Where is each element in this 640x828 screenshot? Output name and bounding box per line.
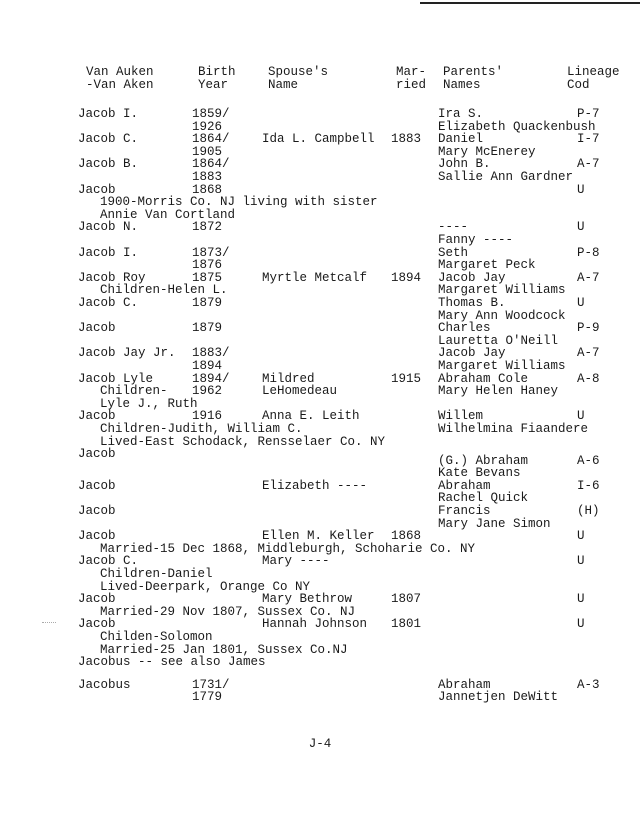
- record-text-birth: 1879: [192, 296, 223, 310]
- record-text-name: Jacob: [78, 529, 116, 544]
- record-text-parents: Margaret Williams: [438, 359, 566, 373]
- record-text-birth: 1731/: [192, 677, 230, 692]
- record-text-parents: Abraham: [438, 478, 491, 493]
- record-text-indent: Lived-Deerpark, Orange Co NY: [100, 579, 311, 594]
- record-text-spouse: Myrtle Metcalf: [262, 270, 368, 285]
- record-text-indent: Lyle J., Ruth: [100, 396, 198, 411]
- record-text-name: Jacob C.: [78, 296, 139, 310]
- record-text-birth: 1883/: [192, 346, 230, 361]
- record-text-parents: Lauretta O'Neill: [438, 333, 559, 348]
- header-parents-names: Parents' Names: [443, 65, 504, 92]
- record-text-spouse: Anna E. Leith: [262, 409, 360, 424]
- record-text-name: Jacob: [78, 182, 116, 197]
- record-text-birth: 1883: [192, 170, 223, 184]
- record-text-birth: 1962: [192, 384, 223, 399]
- margin-mark: [42, 622, 56, 625]
- record-text-name: Jacob: [78, 503, 116, 518]
- record-text-spouse: Ellen M. Keller: [262, 529, 375, 544]
- record-text-spouse: Mildred: [262, 371, 315, 386]
- record-text-married: 1801: [391, 617, 422, 632]
- record-text-parents: Mary Jane Simon: [438, 516, 551, 531]
- record-text-lineage: I-6: [577, 478, 600, 493]
- record-text-lineage: A-7: [577, 270, 600, 285]
- record-text-parents: Ira S.: [438, 107, 484, 121]
- record-text-spouse: LeHomedeau: [262, 384, 338, 399]
- record-text-married: 1883: [391, 132, 422, 147]
- record-text-lineage: A-6: [577, 453, 600, 468]
- record-text-indent: Children-: [100, 384, 168, 399]
- record-text-parents: Mary Helen Haney: [438, 384, 559, 399]
- record-text-birth: 1879: [192, 321, 223, 336]
- record-text-name: Jacob B.: [78, 157, 139, 172]
- record-text-lineage: P-7: [577, 107, 600, 121]
- record-text-spouse: Mary Bethrow: [262, 592, 353, 607]
- record-text-parents: Charles: [438, 321, 491, 336]
- record-text-lineage: P-8: [577, 245, 600, 260]
- record-text-parents: ----: [438, 220, 469, 235]
- record-text-name: Jacob C.: [78, 132, 139, 147]
- record-text-name: Jacobus -- see also James: [78, 655, 266, 670]
- record-text-lineage: U: [577, 182, 585, 197]
- record-text-name: Jacob: [78, 447, 116, 462]
- header-married: Mar- ried: [396, 65, 427, 92]
- record-text-birth: 1894/: [192, 371, 230, 386]
- record-text-spouse: Ida L. Campbell: [262, 132, 375, 147]
- record-text-parents: Fanny ----: [438, 233, 514, 247]
- record-text-birth: 1905: [192, 144, 223, 159]
- record-text-parents: Elizabeth Quackenbush: [438, 119, 596, 134]
- record-text-spouse: Hannah Johnson: [262, 617, 368, 632]
- record-text-indent: Married-25 Jan 1801, Sussex Co.NJ: [100, 642, 348, 657]
- record-text-lineage: U: [577, 296, 585, 310]
- record-text-lineage: U: [577, 554, 585, 569]
- record-text-parents: Margaret Williams: [438, 283, 566, 298]
- record-text-parents: Margaret Peck: [438, 258, 536, 273]
- record-text-parents: Abraham Cole: [438, 371, 529, 386]
- record-text-parents: (G.) Abraham: [438, 453, 529, 468]
- record-text-lineage: P-9: [577, 321, 600, 336]
- record-text-married: 1894: [391, 270, 422, 285]
- top-rule: [420, 2, 640, 4]
- record-text-married: 1868: [391, 529, 422, 544]
- record-text-spouse: Mary ----: [262, 554, 330, 569]
- header-spouse-name: Spouse's Name: [268, 65, 329, 92]
- record-text-name: Jacob: [78, 617, 116, 632]
- record-text-parents: Thomas B.: [438, 296, 506, 310]
- record-text-name: Jacob Roy: [78, 270, 146, 285]
- record-text-parents: Daniel: [438, 132, 484, 147]
- record-text-parents: Wilhelmina Fiaandere: [438, 422, 589, 436]
- record-text-indent: Children-Daniel: [100, 566, 213, 581]
- header-lineage-code: Lineage Cod: [567, 65, 620, 92]
- record-text-lineage: I-7: [577, 132, 600, 147]
- record-text-birth: 1894: [192, 359, 223, 373]
- header-birth-year: Birth Year: [198, 65, 236, 92]
- record-text-birth: 1872: [192, 220, 223, 235]
- record-text-name: Jacob Lyle: [78, 371, 154, 386]
- record-text-lineage: U: [577, 409, 585, 424]
- record-text-spouse: Elizabeth ----: [262, 478, 368, 493]
- record-text-indent: Childen-Solomon: [100, 629, 213, 644]
- record-text-lineage: U: [577, 592, 585, 607]
- record-text-lineage: (H): [577, 503, 600, 518]
- record-text-name: Jacob I.: [78, 245, 139, 260]
- record-text-name: Jacob: [78, 409, 116, 424]
- record-text-birth: 1876: [192, 258, 223, 273]
- record-text-indent: Children-Judith, William C.: [100, 422, 303, 436]
- record-text-parents: John B.: [438, 157, 491, 172]
- record-text-birth: 1868: [192, 182, 223, 197]
- record-text-name: Jacob Jay Jr.: [78, 346, 176, 361]
- record-text-parents: Seth: [438, 245, 469, 260]
- record-text-parents: Jacob Jay: [438, 346, 506, 361]
- record-text-indent: Married-15 Dec 1868, Middleburgh, Schoharie Co. NY: [100, 541, 476, 556]
- record-text-parents: Jacob Jay: [438, 270, 506, 285]
- record-text-birth: 1864/: [192, 132, 230, 147]
- record-text-indent: Lived-East Schodack, Rensselaer Co. NY: [100, 434, 386, 449]
- record-text-indent: Annie Van Cortland: [100, 207, 236, 222]
- record-text-lineage: U: [577, 529, 585, 544]
- record-text-lineage: U: [577, 220, 585, 235]
- record-text-parents: Francis: [438, 503, 491, 518]
- record-text-name: Jacob: [78, 592, 116, 607]
- record-text-birth: 1873/: [192, 245, 230, 260]
- record-text-parents: Mary McEnerey: [438, 144, 536, 159]
- record-text-name: Jacob N.: [78, 220, 139, 235]
- record-text-name: Jacob: [78, 478, 116, 493]
- record-text-birth: 1864/: [192, 157, 230, 172]
- record-text-married: 1807: [391, 592, 422, 607]
- record-text-indent: 1900-Morris Co. NJ living with sister: [100, 195, 378, 210]
- record-text-birth: 1859/: [192, 107, 230, 121]
- record-text-name: Jacobus: [78, 677, 131, 692]
- record-text-indent: Children-Helen L.: [100, 283, 228, 298]
- record-text-parents: Mary Ann Woodcock: [438, 308, 566, 323]
- record-text-lineage: A-7: [577, 157, 600, 172]
- record-text-birth: 1926: [192, 119, 223, 134]
- record-text-birth: 1875: [192, 270, 223, 285]
- record-text-parents: Willem: [438, 409, 484, 424]
- record-text-name: Jacob: [78, 321, 116, 336]
- record-text-birth: 1779: [192, 690, 223, 705]
- record-text-lineage: A-7: [577, 346, 600, 361]
- record-text-parents: Kate Bevans: [438, 466, 521, 481]
- record-text-birth: 1916: [192, 409, 223, 424]
- record-text-lineage: A-3: [577, 677, 600, 692]
- page-number: J-4: [308, 737, 332, 751]
- record-text-parents: Rachel Quick: [438, 491, 529, 506]
- record-text-parents: Jannetjen DeWitt: [438, 690, 559, 705]
- record-text-parents: Abraham: [438, 677, 491, 692]
- record-text-parents: Sallie Ann Gardner: [438, 170, 574, 184]
- record-text-married: 1915: [391, 371, 422, 386]
- record-text-name: Jacob C.: [78, 554, 139, 569]
- record-text-lineage: A-8: [577, 371, 600, 386]
- record-text-name: Jacob I.: [78, 107, 139, 121]
- header-name: Van Auken -Van Aken: [86, 65, 154, 92]
- record-text-lineage: U: [577, 617, 585, 632]
- record-text-indent: Married-29 Nov 1807, Sussex Co. NJ: [100, 604, 356, 619]
